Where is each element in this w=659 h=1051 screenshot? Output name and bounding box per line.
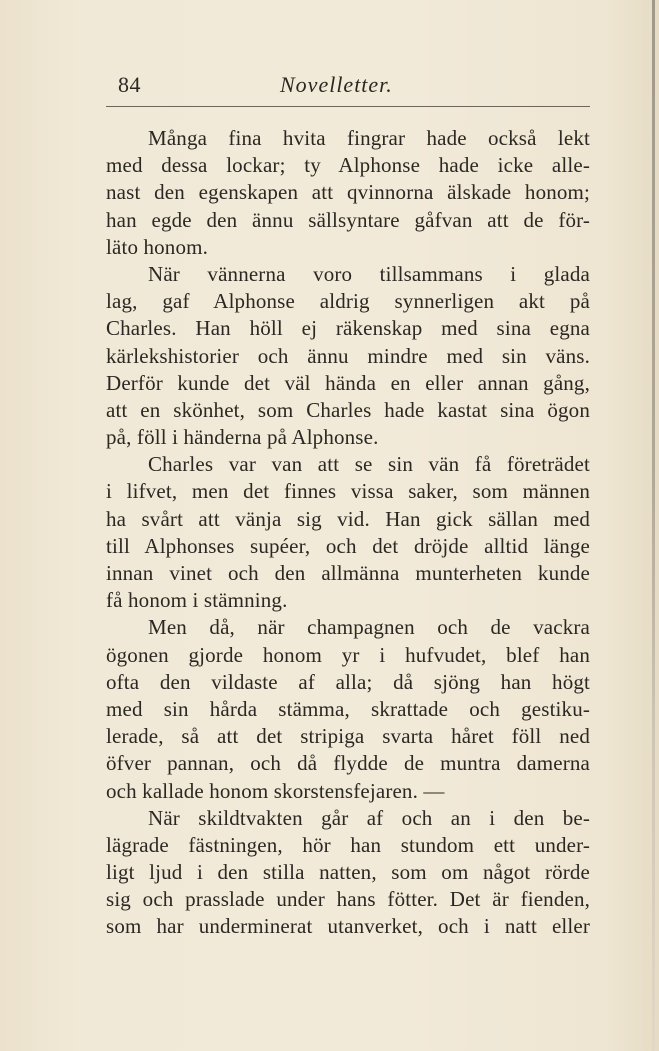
text-line: öfver pannan, och då flydde de muntra damerna	[106, 751, 590, 776]
text-line: Charles var van att se sin vän få företrädet	[148, 452, 590, 477]
text-line: nast den egenskapen att qvinnorna älskade honom;	[106, 180, 590, 205]
text-line: ofta den vildaste af alla; då sjöng han högt	[106, 669, 590, 694]
text-line: sig och prasslade under hans fötter. Det är fienden,	[106, 887, 590, 912]
text-line: kärlekshistorier och ännu mindre med sin väns.	[106, 343, 590, 368]
text-line: få honom i stämning.	[106, 588, 288, 613]
body-text	[106, 125, 590, 941]
text-line: lerade, så att det stripiga svarta håret föll ned	[106, 724, 590, 749]
text-line: Men då, när champagnen och de vackra	[148, 615, 590, 640]
text-line: och kallade honom skorstensfejaren. —	[106, 778, 445, 803]
text-line: lag, gaf Alphonse aldrig synnerligen akt på	[106, 289, 590, 314]
text-line: att en skönhet, som Charles hade kastat sina ögon	[106, 397, 590, 422]
text-line: till Alphonses supéer, och det dröjde alltid länge	[106, 533, 590, 558]
text-line: lägrade fästningen, hör han stundom ett under-	[106, 832, 590, 857]
text-line: läto honom.	[106, 234, 208, 259]
text-line: som har underminerat utanverket, och i natt eller	[106, 914, 590, 939]
page-edge-shadow	[652, 0, 655, 1051]
text-line: ligt ljud i den stilla natten, som om något rörde	[106, 860, 590, 885]
text-line: han egde den ännu sällsyntare gåfvan att de för-	[106, 207, 590, 232]
text-line: i lifvet, men det finnes vissa saker, som männen	[106, 479, 590, 504]
header-rule	[106, 106, 590, 107]
page-header	[108, 72, 588, 102]
text-line: Derför kunde det väl hända en eller annan gång,	[106, 370, 590, 395]
page-number: 84	[118, 72, 141, 97]
running-title: Novelletter.	[280, 72, 393, 97]
text-line: När skildtvakten går af och an i den be-	[148, 805, 590, 830]
text-line: med sin hårda stämma, skrattade och gestiku-	[106, 696, 590, 721]
text-line: på, föll i händerna på Alphonse.	[106, 425, 379, 450]
text-line: Charles. Han höll ej räkenskap med sina egna	[106, 316, 590, 341]
text-line: När vännerna voro tillsammans i glada	[148, 261, 590, 286]
text-line: ha svårt att vänja sig vid. Han gick sällan med	[106, 506, 590, 531]
text-line: med dessa lockar; ty Alphonse hade icke alle-	[106, 153, 590, 178]
text-line: innan vinet och den allmänna munterheten kunde	[106, 561, 590, 585]
text-line: Många fina hvita fingrar hade också lekt	[148, 126, 590, 150]
text-line: ögonen gjorde honom yr i hufvudet, blef han	[106, 642, 590, 667]
